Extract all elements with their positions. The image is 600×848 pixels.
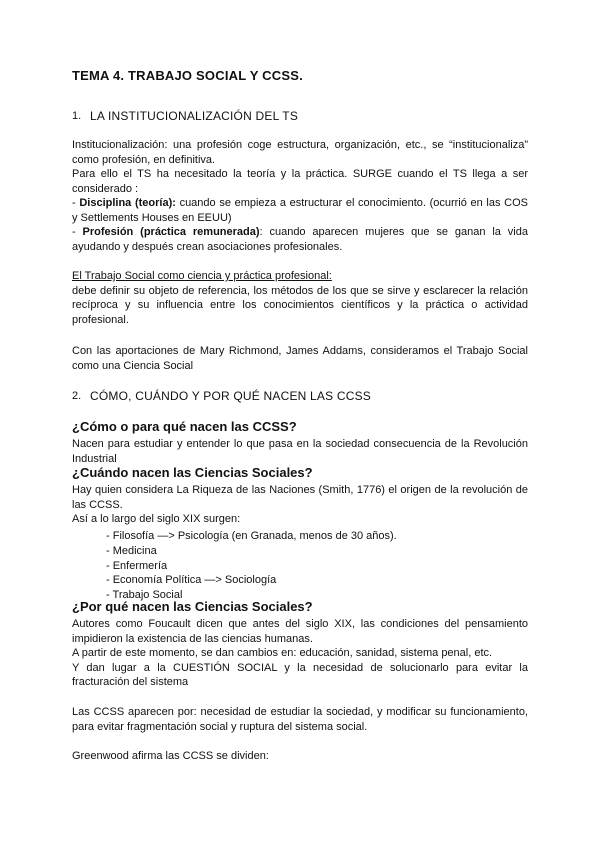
list-item: - Trabajo Social	[106, 589, 183, 602]
ts-ciencia-line: profesional.	[72, 313, 129, 326]
institucionalizacion-definition	[72, 138, 528, 254]
disciplina-line	[72, 196, 528, 211]
profesion-dash: -	[72, 226, 83, 238]
answer-line: fracturación del sistema	[72, 676, 189, 688]
ts-ciencia-subheading: El Trabajo Social como ciencia y práctica profesional:	[72, 270, 332, 282]
page-title: TEMA 4. TRABAJO SOCIAL Y CCSS.	[72, 68, 303, 83]
answer-line: las CCSS.	[72, 498, 123, 511]
answer-line: Hay quien considera La Riqueza de las Naciones (Smith, 1776) el origen de la revolución de	[72, 484, 528, 496]
greenwood-line: Greenwood afirma las CCSS se dividen:	[72, 750, 269, 762]
list-item: - Medicina	[106, 544, 157, 557]
list-item: - Economía Política —> Sociología	[106, 574, 277, 587]
closing-paragraph	[72, 344, 528, 373]
disciplina-line-2: y Settlements Houses en EEUU)	[72, 211, 232, 224]
section-1-heading: LA INSTITUCIONALIZACIÓN DEL TS	[90, 109, 299, 123]
ts-ciencia-line: debe definir su objeto de referencia, los métodos de los que se sirve y esclarecer la relación	[72, 284, 528, 297]
profesion-text: : cuando aparecen mujeres que se ganan la vida	[259, 226, 528, 238]
paragraph-line: Para ello el TS ha necesitado la teoría y la práctica. SURGE cuando el TS llega a ser	[72, 168, 528, 180]
list-item: - Enfermería	[106, 559, 168, 572]
answer-cuando	[72, 483, 528, 527]
answer-line: Así a lo largo del siglo XIX surgen:	[72, 513, 241, 525]
profesion-line-2: ayudando y después crean asociaciones profesionales.	[72, 240, 343, 253]
disciplina-text: cuando se empieza a estructurar el conocimiento. (ocurrió en las COS	[175, 197, 528, 209]
paragraph-line: considerado :	[72, 182, 139, 195]
answer-por-que	[72, 617, 528, 690]
answer-line: Nacen para estudiar y entender lo que pasa en la sociedad consecuencia de la Revolución	[72, 438, 528, 450]
answer-line: Industrial	[72, 452, 117, 465]
ccss-line: para evitar fragmentación social y ruptura del sistema social.	[72, 720, 368, 733]
definition-line: Institucionalización: una profesión coge estructura, organización, etc., se “institucionaliza”	[72, 139, 528, 151]
question-por-que: ¿Por qué nacen las Ciencias Sociales?	[72, 599, 313, 614]
ccss-paragraph	[72, 705, 528, 734]
answer-line: Y dan lugar a la CUESTIÓN SOCIAL y la necesidad de solucionarlo para evitar la	[72, 661, 528, 674]
list-item: - Filosofía —> Psicología (en Granada, menos de 30 años).	[106, 530, 397, 542]
closing-line: Con las aportaciones de Mary Richmond, James Addams, consideramos el Trabajo Social	[72, 345, 528, 357]
question-cuando: ¿Cuándo nacen las Ciencias Sociales?	[72, 465, 313, 480]
disciplina-dash: -	[72, 197, 80, 209]
section-2-number: 2.	[72, 390, 82, 402]
profesion-line	[72, 225, 528, 240]
question-como: ¿Cómo o para qué nacen las CCSS?	[72, 419, 297, 434]
disciplines-list	[106, 529, 397, 603]
definition-line: como profesión, en definitiva.	[72, 153, 216, 166]
answer-line: impidieron la existencia de las ciencias humanas.	[72, 632, 313, 645]
answer-line: A partir de este momento, se dan cambios en: educación, sanidad, sistema penal, etc.	[72, 647, 493, 659]
ts-ciencia-line: recíproca y su influencia entre los conocimientos científicos y la práctica o actividad	[72, 299, 528, 311]
section-2-heading: CÓMO, CUÁNDO Y POR QUÉ NACEN LAS CCSS	[90, 389, 372, 403]
profesion-term: Profesión (práctica remunerada)	[82, 226, 260, 238]
ccss-line: Las CCSS aparecen por: necesidad de estudiar la sociedad, y modificar su funcionamiento,	[72, 706, 528, 718]
section-1-number: 1.	[72, 110, 82, 122]
answer-line: Autores como Foucault dicen que antes del siglo XIX, las condiciones del pensamiento	[72, 618, 528, 630]
ts-ciencia-block	[72, 269, 528, 327]
closing-line: como una Ciencia Social	[72, 359, 194, 372]
disciplina-term: Disciplina (teoría):	[79, 197, 176, 209]
answer-como	[72, 437, 528, 466]
